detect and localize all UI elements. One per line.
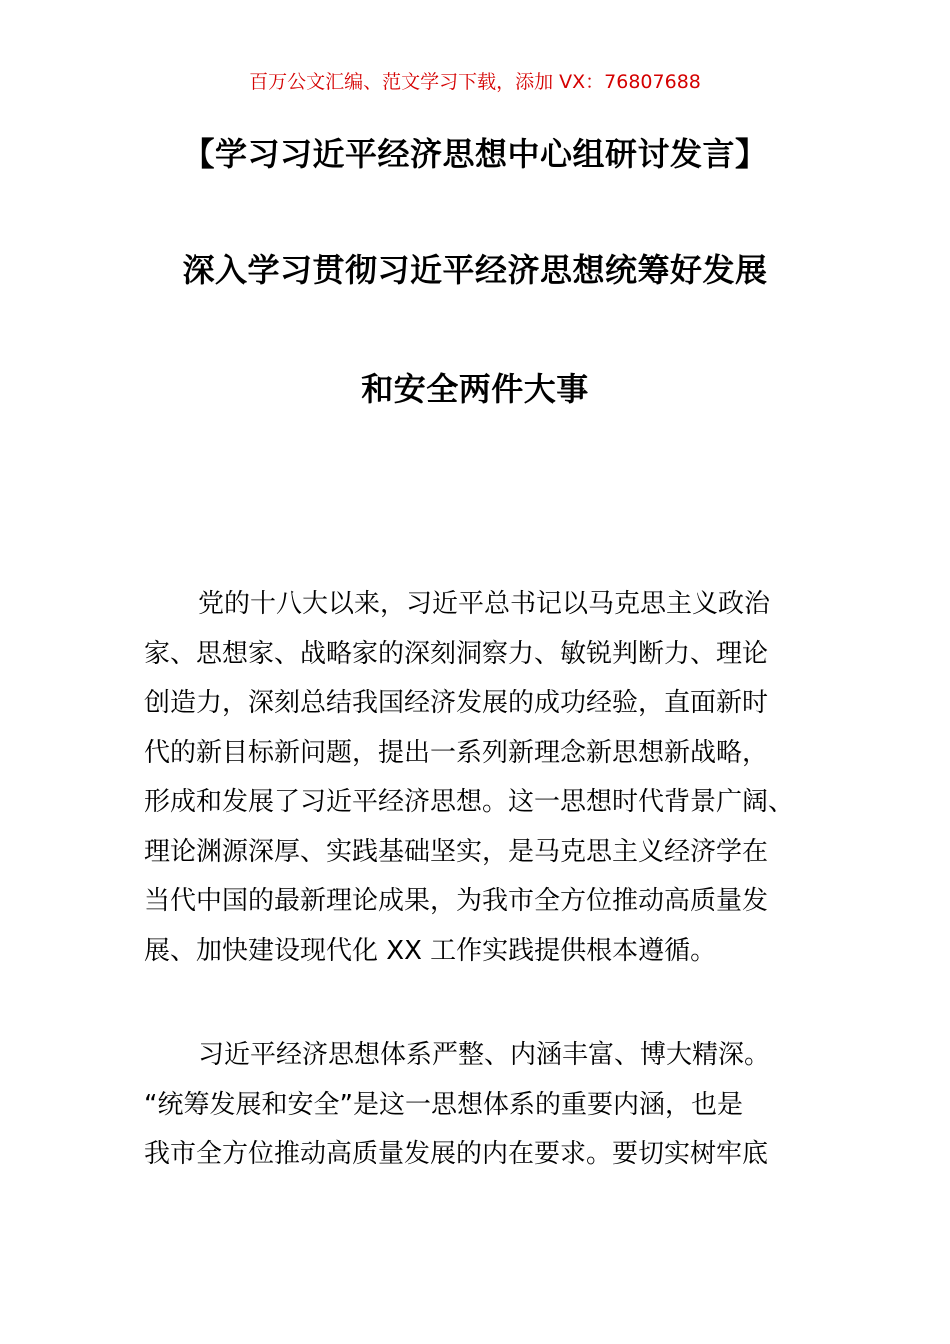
paragraph-line: 我市全方位推动高质量发展的内在要求。要切实树牢底 (144, 1139, 769, 1169)
doc-title-main-line-2: 和安全两件大事 (361, 370, 589, 408)
paragraph-line: 家、思想家、战略家的深刻洞察力、敏锐判断力、理论 (144, 638, 769, 669)
header-watermark-note: 百万公文汇编、范文学习下载，添加 VX：76807688 (249, 71, 701, 93)
paragraph-line: 党的十八大以来，习近平总书记以马克思主义政治 (198, 589, 771, 619)
body-paragraph-2 (144, 1031, 814, 1180)
paragraph-line: 理论渊源深厚、实践基础坚实，是马克思主义经济学在 (144, 836, 769, 867)
paragraph-line: 当代中国的最新理论成果，为我市全方位推动高质量发 (144, 886, 769, 916)
paragraph-line: 习近平经济思想体系严整、内涵丰富、博大精深。 (198, 1040, 771, 1070)
paragraph-line: 创造力，深刻总结我国经济发展的成功经验，直面新时 (144, 688, 769, 718)
paragraph-line: 展、加快建设现代化 XX 工作实践提供根本遵循。 (144, 935, 717, 966)
paragraph-line: 代的新目标新问题，提出一系列新理念新思想新战略， (144, 737, 769, 768)
paragraph-line: 形成和发展了习近平经济思想。这一思想时代背景广阔、 (144, 787, 795, 817)
paragraph-line: “统筹发展和安全”是这一思想体系的重要内涵，也是 (144, 1089, 743, 1120)
doc-title-main-line-1: 深入学习贯彻习近平经济思想统筹好发展 (182, 251, 768, 289)
doc-title-bracketed: 【学习习近平经济思想中心组研讨发言】 (182, 135, 768, 173)
body-paragraph-1 (144, 580, 814, 976)
